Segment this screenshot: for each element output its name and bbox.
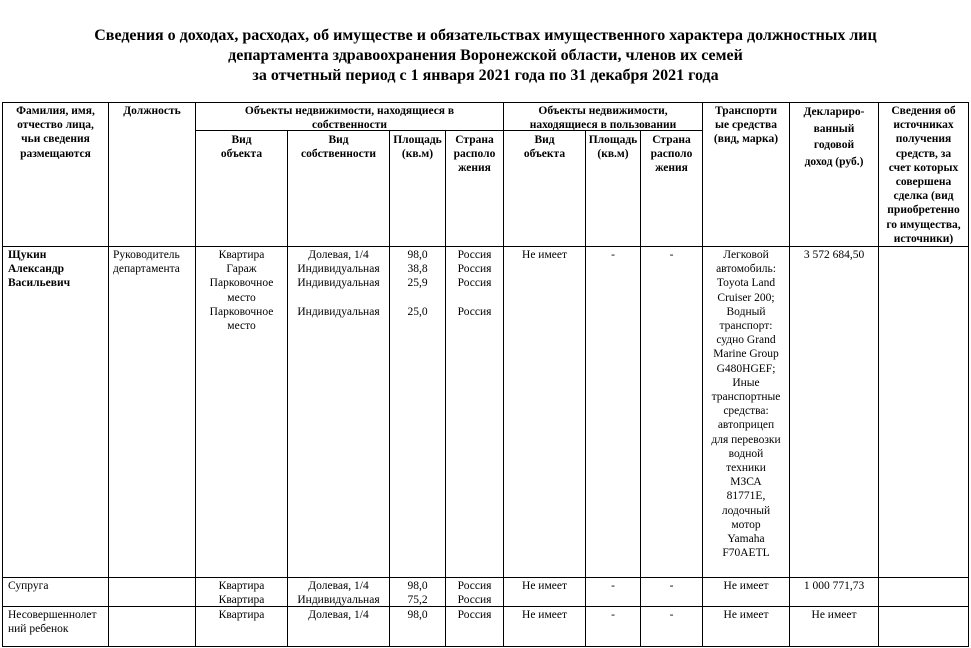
header-sources: Сведения об источниках получения средств, за счет которых совершена сделка (вид приобретенно го имущества, источники)	[886, 105, 961, 245]
header-owned-area: Площадь (кв.м)	[393, 134, 442, 161]
row-vehicles: Не имеет	[723, 609, 769, 621]
row-income: 1 000 771,73	[803, 580, 865, 592]
row-name: Щукин Александр Васильевич	[8, 249, 71, 290]
row-used-area: -	[611, 249, 615, 261]
header-used-group: Объекты недвижимости, находящиеся в пользовании	[529, 105, 677, 132]
row-income: 3 572 684,50	[803, 249, 865, 261]
header-owned-type: Вид объекта	[220, 134, 263, 161]
title-line-1: Сведения о доходах, расходах, об имуществе и обязательствах имущественного характера должностных лиц	[94, 27, 877, 44]
row-owned-type: Квартира Квартира	[218, 580, 265, 607]
row-name: Супруга	[8, 580, 49, 592]
row-used-country: -	[669, 609, 674, 621]
header-vehicles: Транспорти ые средства (вид, марка)	[713, 105, 779, 146]
row-owned-country: Россия	[457, 609, 492, 621]
row-owned-ownership: Долевая, 1/4 Индивидуальная	[297, 580, 380, 607]
row-vehicles: Легковой автомобиль: Toyota Land Cruiser 200; Водный транспорт: судно Grand Marine Group G480HGEF; Иные транспортные средства: автоприцеп для перевозки водной техники МЗСА 81771E, лодочный мотор Yamaha F70AETL	[711, 249, 781, 560]
row-used-type: Не имеет	[522, 580, 567, 592]
row-owned-area: 98,0 38,8 25,9 25,0	[407, 249, 428, 318]
header-owned-group: Объекты недвижимости, находящиеся в собственности	[244, 105, 455, 132]
row-position: Руководитель департамента	[113, 249, 180, 276]
row-used-area: -	[611, 580, 615, 592]
title-line-3: за отчетный период с 1 января 2021 года по 31 декабря 2021 года	[252, 67, 719, 84]
row-used-type: Не имеет	[522, 609, 567, 621]
row-used-country: -	[669, 580, 674, 592]
row-owned-area: 98,0	[407, 609, 428, 621]
row-income: Не имеет	[811, 609, 857, 621]
row-used-type: Не имеет	[522, 249, 567, 261]
header-position: Должность	[123, 105, 181, 117]
title-line-2: департамента здравоохранения Воронежской области, членов их семей	[228, 47, 743, 64]
row-owned-ownership: Долевая, 1/4	[308, 609, 369, 621]
header-income: Деклариро- ванный годовой доход (руб.)	[803, 106, 865, 168]
row-used-area: -	[611, 609, 615, 621]
row-owned-country: Россия Россия	[457, 580, 492, 607]
row-owned-type: Квартира Гараж Парковочное место Парковочное место	[209, 249, 274, 333]
header-used-area: Площадь (кв.м)	[588, 134, 638, 161]
header-used-country: Страна располо жения	[650, 134, 693, 175]
row-vehicles: Не имеет	[723, 580, 769, 592]
document-title	[0, 26, 971, 86]
row-owned-country: Россия Россия Россия Россия	[457, 249, 492, 318]
header-owned-ownership: Вид собственности	[300, 134, 377, 161]
row-name: Несовершеннолет ний ребенок	[8, 609, 97, 636]
row-owned-ownership: Долевая, 1/4 Индивидуальная Индивидуальная Индивидуальная	[297, 249, 380, 318]
header-used-type: Вид объекта	[523, 134, 566, 161]
row-used-country: -	[669, 249, 674, 261]
header-owned-country: Страна располо жения	[453, 134, 496, 175]
row-owned-area: 98,0 75,2	[407, 580, 428, 607]
row-owned-type: Квартира	[218, 609, 265, 621]
header-fio: Фамилия, имя, отчество лица, чьи сведения размещаются	[16, 105, 95, 160]
